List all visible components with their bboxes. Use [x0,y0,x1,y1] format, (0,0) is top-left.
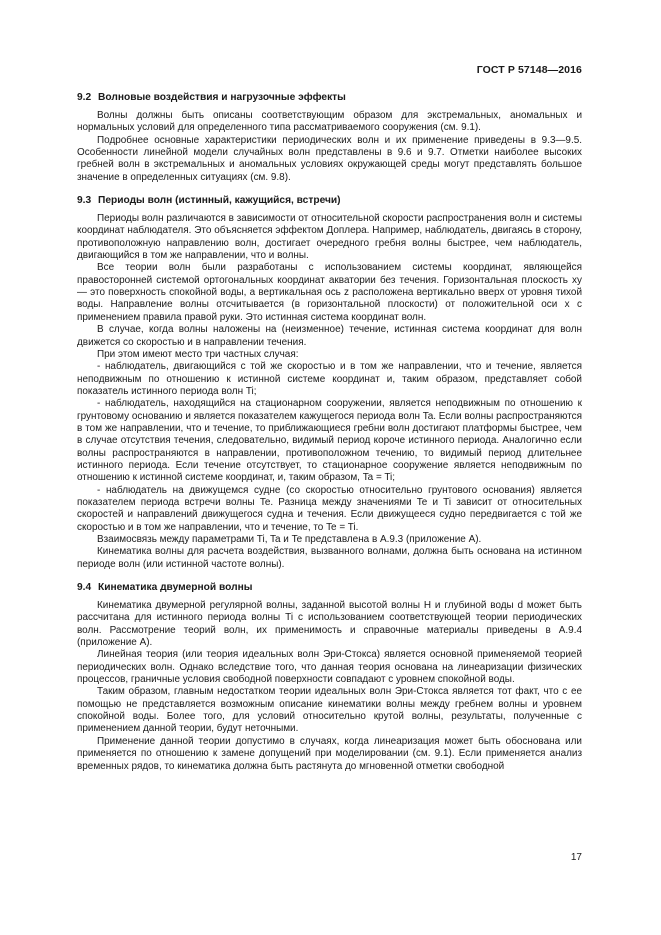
paragraph: Применение данной теории допустимо в случаях, когда линеаризация может быть обоснована или применяется по отношению к замене допущений при моделировании (см. 9.1). Если применяется анализ временных рядов, то кинематика должна быть растянута до мгновенной отметки свободной [77,735,582,772]
section-9-3 [77,195,582,571]
section-heading [77,582,582,593]
section-9-2 [77,92,582,184]
section-title: Кинематика двумерной волны [98,582,253,594]
section-number: 9.4 [77,582,92,594]
section-heading [77,195,582,206]
paragraph: Все теории волн были разработаны с использованием системы координат, являющейся правосторонней системой ортогональных координат акватории без течения. Горизонтальная плоскость xy — это поверхность спокойной воды, а вертикальная ось z расположена вертикально вверх от уровня тихой воды. Направление волны отсчитывается (в горизонтальной плоскости) от положительной оси x с применением правила правой руки. Это истинная система координат волн. [77,262,582,323]
paragraph: Подробнее основные характеристики периодических волн и их применение приведены в 9.3—9.5. Особенности линейной модели случайных волн представлены в 9.6 и 9.7. Отметки наиболее высоких гребней волн в экстремальных и аномальных условиях окружающей среды могут представлять большое значение в определенных ситуациях (см. 9.8). [77,134,582,183]
document-body [77,92,582,784]
paragraph: При этом имеют место три частных случая: [97,348,299,360]
paragraph: Периоды волн различаются в зависимости от относительной скорости распространения волн и системы координат наблюдателя. Это объясняется эффектом Доплера. Например, наблюдатель, двигаясь в сторону, противоположную направлению волн, достигает очередного гребня волны быстрее, чем наблюдатель, двигающийся в том же направлении, что и волны. [77,213,582,262]
paragraph: Линейная теория (или теория идеальных волн Эри-Стокса) является основной применяемой теорией периодических волн. Однако вследствие того, что данная теория основана на линеаризации физических процессов, граничные условия свободной поверхности совпадают с уровнем спокойной воды. [77,649,582,686]
page-number: 17 [570,852,582,863]
list-item: - наблюдатель, двигающийся с той же скоростью и в том же направлении, что и течение, является неподвижным по отношению к истинной системе координат и, таким образом, представляет собой показатель истинного периода волн Ti; [77,361,582,397]
paragraph: Взаимосвязь между параметрами Ti, Ta и Te представлена в А.9.3 (приложение А). [97,534,482,545]
section-9-4 [77,582,582,773]
list-item: - наблюдатель, находящийся на стационарном сооружении, является неподвижным по отношению к грунтовому основанию и является показателем кажущегося периода волн Ta. Если волны распространяются в том же направлении, что и течение, то приближающиеся гребни волн достигают платформы быстрее, чем в случае отсутствия течения, следовательно, видимый период короче истинного периода. Аналогично если волны распространяются в направлении, противоположном течению, то видимый период длительнее истинного периода. Если течение отсутствует, то стационарное сооружение является неподвижным по отношению к истинной системе координат, и, таким образом, Ta = Ti; [77,398,582,484]
paragraph: Кинематика волны для расчета воздействия, вызванного волнами, должна быть основана на истинном периоде волн (или истинной частоте волны). [77,546,582,570]
standard-header: ГОСТ Р 57148—2016 [476,64,582,76]
section-title: Волновые воздействия и нагрузочные эффекты [98,92,346,103]
section-title: Периоды волн (истинный, кажущийся, встречи) [98,195,341,207]
section-number: 9.3 [77,195,92,207]
section-number: 9.2 [77,92,92,103]
paragraph: Кинематика двумерной регулярной волны, заданной высотой волны H и глубиной воды d может быть рассчитана для истинного периода волны Ti с использованием соответствующей теории периодических волн. Рассмотрение теорий волн, их применимость и справочные материалы приведены в А.9.4 (приложение А). [77,600,582,649]
paragraph: Таким образом, главным недостатком теории идеальных волн Эри-Стокса является тот факт, что с ее помощью не представляется возможным описание кинематики волны между гребнем волны и уровнем спокойной воды. Более того, для условий относительно крутой волны, результаты, полученные с применением данной теории, будут неточными. [77,686,582,735]
paragraph: В случае, когда волны наложены на (неизменное) течение, истинная система координат для волн движется со скоростью и в направлении течения. [77,324,582,348]
section-heading [77,92,582,103]
paragraph: Волны должны быть описаны соответствующим образом для экстремальных, аномальных и нормальных условий для определенного типа рассматриваемого сооружения (см. 9.1). [77,110,582,134]
list-item: - наблюдатель на движущемся судне (со скоростью относительно грунтового основания) является показателем периода встречи волны Te. Разница между значениями Te и Ti зависит от относительных скоростей и направлений движущегося судна и течения. Если движущееся судно передвигается с той же скоростью и в том же направлении, что и течение, то Te = Ti. [77,484,582,533]
